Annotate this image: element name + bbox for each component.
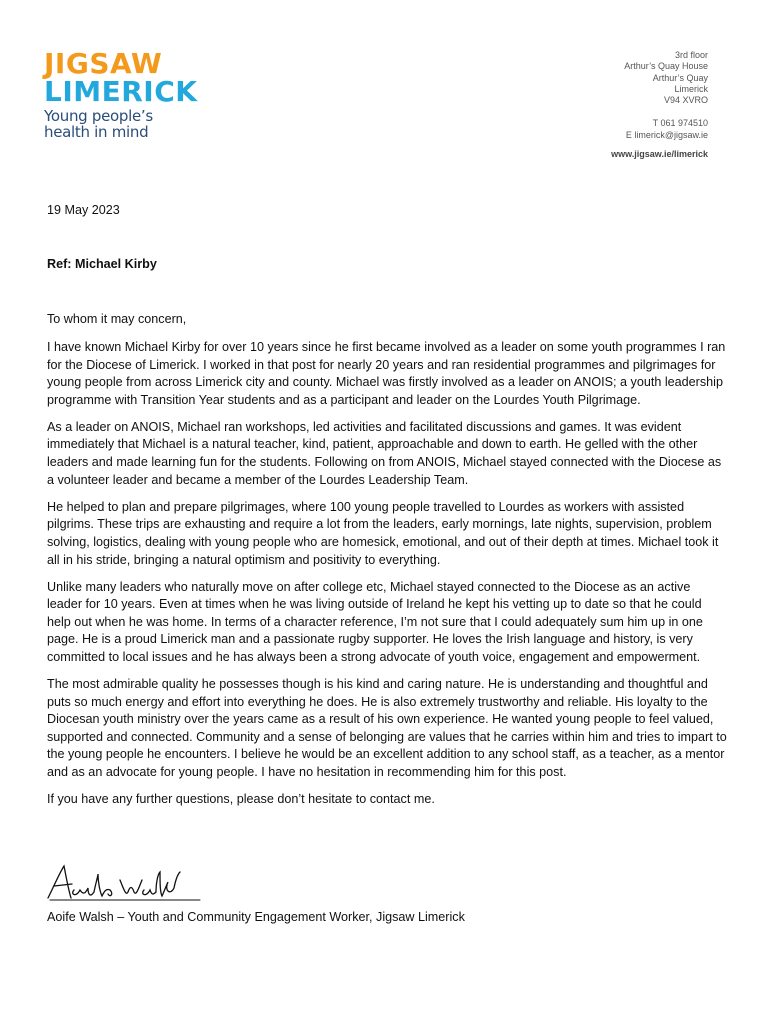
body-paragraph: The most admirable quality he possesses though is his kind and caring nature. He is understanding and thoughtful and puts so much energy and effort into everything he does. He is also extremely trustworthy and reliable. His loyalty to the Diocesan youth ministry over the years came as a result of his own experience. He wanted young people to feel valued, supported and connected. Community and a sense of belonging are values that he carries within him and tries to impart to the young people he encounters. I believe he would be an excellent addition to any school staff, as a teacher, as a mentor and as an advocate for young people. I have no hesitation in recommending him for this post. bbox=[47, 677, 727, 780]
address-line: Arthur’s Quay House bbox=[624, 61, 708, 72]
email-address: E limerick@jigsaw.ie bbox=[625, 129, 708, 140]
letterhead-address bbox=[611, 50, 708, 160]
tagline-line-1: Young people’s bbox=[44, 107, 153, 125]
letter-date: 19 May 2023 bbox=[47, 203, 120, 217]
body-paragraph: Unlike many leaders who naturally move on after college etc, Michael stayed connected to the Diocese as an active leader for 10 years. Even at times when he was living outside of Ireland he kept his vetting up to date so that he could help out when he was home. In terms of a character reference, I’m not sure that I could adequately sum him up in one page. He is a proud Limerick man and a passionate rugby supporter. He loves the Irish language and history, is very committed to local issues and he has always been a strong advocate of youth voice, engagement and empowerment. bbox=[47, 579, 703, 664]
letter-reference: Ref: Michael Kirby bbox=[47, 257, 157, 271]
letter-salutation: To whom it may concern, bbox=[47, 312, 187, 326]
phone-number: T 061 974510 bbox=[652, 118, 708, 129]
letter-body bbox=[47, 339, 727, 818]
jigsaw-limerick-logo bbox=[44, 47, 198, 141]
body-paragraph: He helped to plan and prepare pilgrimages, where 100 young people travelled to Lourdes as workers with assisted pilgrims. These trips are exhausting and require a lot from the leaders, early mornings, late nights, supervision, problem solving, logistics, dealing with young people who are homesick, emotional, and out of their depth at times. Michael took it all in his stride, bringing a natural optimism and positivity to everything. bbox=[47, 499, 719, 567]
address-line: V94 XVRO bbox=[663, 95, 708, 106]
logo-tagline bbox=[44, 108, 194, 140]
logo-word-limerick: LIMERICK bbox=[44, 75, 198, 108]
tagline-line-2: health in mind bbox=[44, 123, 149, 141]
logo-word-jigsaw: JIGSAW bbox=[44, 47, 163, 80]
website-url: www.jigsaw.ie/limerick bbox=[611, 149, 708, 160]
address-line: Arthur’s Quay bbox=[652, 72, 708, 83]
handwritten-signature bbox=[44, 862, 204, 904]
address-line: 3rd floor bbox=[674, 50, 708, 60]
body-paragraph: As a leader on ANOIS, Michael ran workshops, led activities and facilitated discussions and games. It was evident immediately that Michael is a natural teacher, kind, patient, approachable and down to earth. He gelled with the other leaders and made learning fun for the students. Following on from ANOIS, Michael stayed connected with the Diocese as a volunteer leader and became a member of the Lourdes Leadership Team. bbox=[47, 419, 722, 487]
address-line: Limerick bbox=[674, 83, 708, 94]
body-paragraph: If you have any further questions, please don’t hesitate to contact me. bbox=[47, 792, 435, 807]
body-paragraph: I have known Michael Kirby for over 10 years since he first became involved as a leader on some youth programmes I ran for the Diocese of Limerick. I worked in that post for nearly 20 years and ran residential programmes and pilgrimages for young people from across Limerick city and county. Michael was firstly involved as a leader on ANOIS; a youth leadership programme with Transition Year students and as a participant and leader on the Lourdes Youth Pilgrimage. bbox=[47, 340, 726, 407]
signatory-name: Aoife Walsh – Youth and Community Engagement Worker, Jigsaw Limerick bbox=[47, 910, 465, 924]
